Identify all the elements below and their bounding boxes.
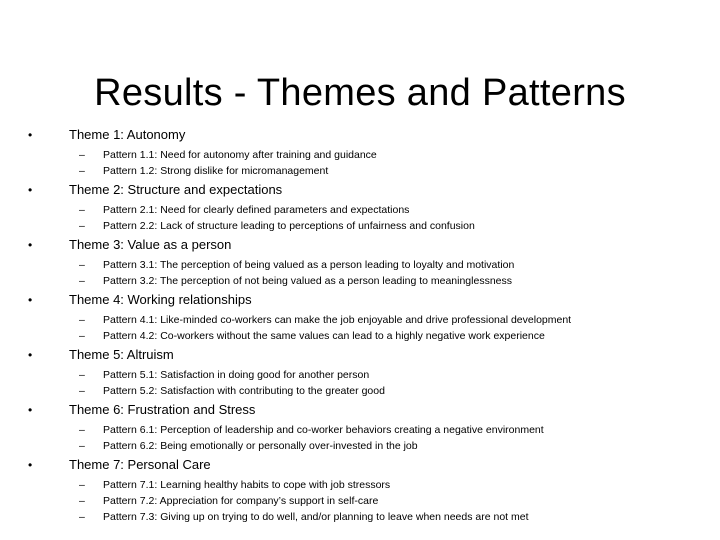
theme-label: Theme 1: Autonomy [69, 127, 186, 142]
themes-list [0, 124, 720, 525]
pattern-item [0, 493, 720, 509]
dash-icon: – [79, 220, 85, 232]
bullet-icon: • [28, 183, 33, 197]
dash-icon: – [79, 385, 85, 397]
theme-row [0, 454, 720, 477]
pattern-label: Pattern 5.1: Satisfaction in doing good for another person [103, 369, 370, 381]
dash-icon: – [79, 165, 85, 177]
pattern-label: Pattern 3.1: The perception of being valued as a person leading to loyalty and motivation [103, 259, 515, 271]
theme-item [0, 179, 720, 234]
pattern-item [0, 273, 720, 289]
bullet-icon: • [28, 293, 33, 307]
dash-icon: – [79, 204, 85, 216]
theme-row [0, 124, 720, 147]
dash-icon: – [79, 424, 85, 436]
pattern-label: Pattern 2.1: Need for clearly defined parameters and expectations [103, 204, 410, 216]
pattern-label: Pattern 7.2: Appreciation for company’s support in self-care [103, 495, 379, 507]
pattern-label: Pattern 7.3: Giving up on trying to do well, and/or planning to leave when needs are not met [103, 511, 529, 523]
pattern-item [0, 477, 720, 493]
dash-icon: – [79, 440, 85, 452]
bullet-icon: • [28, 403, 33, 417]
bullet-icon: • [28, 348, 33, 362]
theme-row [0, 179, 720, 202]
dash-icon: – [79, 275, 85, 287]
theme-row [0, 289, 720, 312]
pattern-label: Pattern 7.1: Learning healthy habits to cope with job stressors [103, 479, 391, 491]
pattern-item [0, 328, 720, 344]
dash-icon: – [79, 149, 85, 161]
pattern-label: Pattern 6.2: Being emotionally or personally over-invested in the job [103, 440, 418, 452]
pattern-item [0, 147, 720, 163]
theme-item [0, 289, 720, 344]
pattern-label: Pattern 2.2: Lack of structure leading to perceptions of unfairness and confusion [103, 220, 475, 232]
theme-label: Theme 6: Frustration and Stress [69, 402, 256, 417]
pattern-label: Pattern 5.2: Satisfaction with contributing to the greater good [103, 385, 385, 397]
theme-item [0, 399, 720, 454]
theme-label: Theme 5: Altruism [69, 347, 174, 362]
dash-icon: – [79, 314, 85, 326]
pattern-item [0, 218, 720, 234]
bullet-icon: • [28, 128, 33, 142]
pattern-item [0, 367, 720, 383]
theme-item [0, 344, 720, 399]
pattern-item [0, 257, 720, 273]
theme-item [0, 454, 720, 525]
pattern-label: Pattern 6.1: Perception of leadership and co-worker behaviors creating a negative environment [103, 424, 544, 436]
theme-label: Theme 4: Working relationships [69, 292, 252, 307]
theme-item [0, 234, 720, 289]
pattern-label: Pattern 1.2: Strong dislike for micromanagement [103, 165, 329, 177]
pattern-label: Pattern 3.2: The perception of not being valued as a person leading to meaninglessness [103, 275, 512, 287]
theme-row [0, 399, 720, 422]
pattern-item [0, 202, 720, 218]
theme-label: Theme 2: Structure and expectations [69, 182, 283, 197]
pattern-item [0, 163, 720, 179]
theme-label: Theme 3: Value as a person [69, 237, 232, 252]
pattern-label: Pattern 4.2: Co-workers without the same values can lead to a highly negative work experience [103, 330, 545, 342]
dash-icon: – [79, 495, 85, 507]
dash-icon: – [79, 330, 85, 342]
theme-item [0, 124, 720, 179]
bullet-icon: • [28, 238, 33, 252]
pattern-item [0, 383, 720, 399]
pattern-label: Pattern 4.1: Like-minded co-workers can make the job enjoyable and drive professional development [103, 314, 572, 326]
theme-row [0, 344, 720, 367]
pattern-label: Pattern 1.1: Need for autonomy after training and guidance [103, 149, 377, 161]
pattern-item [0, 509, 720, 525]
dash-icon: – [79, 479, 85, 491]
dash-icon: – [79, 369, 85, 381]
pattern-item [0, 422, 720, 438]
theme-label: Theme 7: Personal Care [69, 457, 211, 472]
dash-icon: – [79, 259, 85, 271]
theme-row [0, 234, 720, 257]
slide-title: Results - Themes and Patterns [94, 72, 626, 115]
pattern-item [0, 438, 720, 454]
dash-icon: – [79, 511, 85, 523]
pattern-item [0, 312, 720, 328]
bullet-icon: • [28, 458, 33, 472]
